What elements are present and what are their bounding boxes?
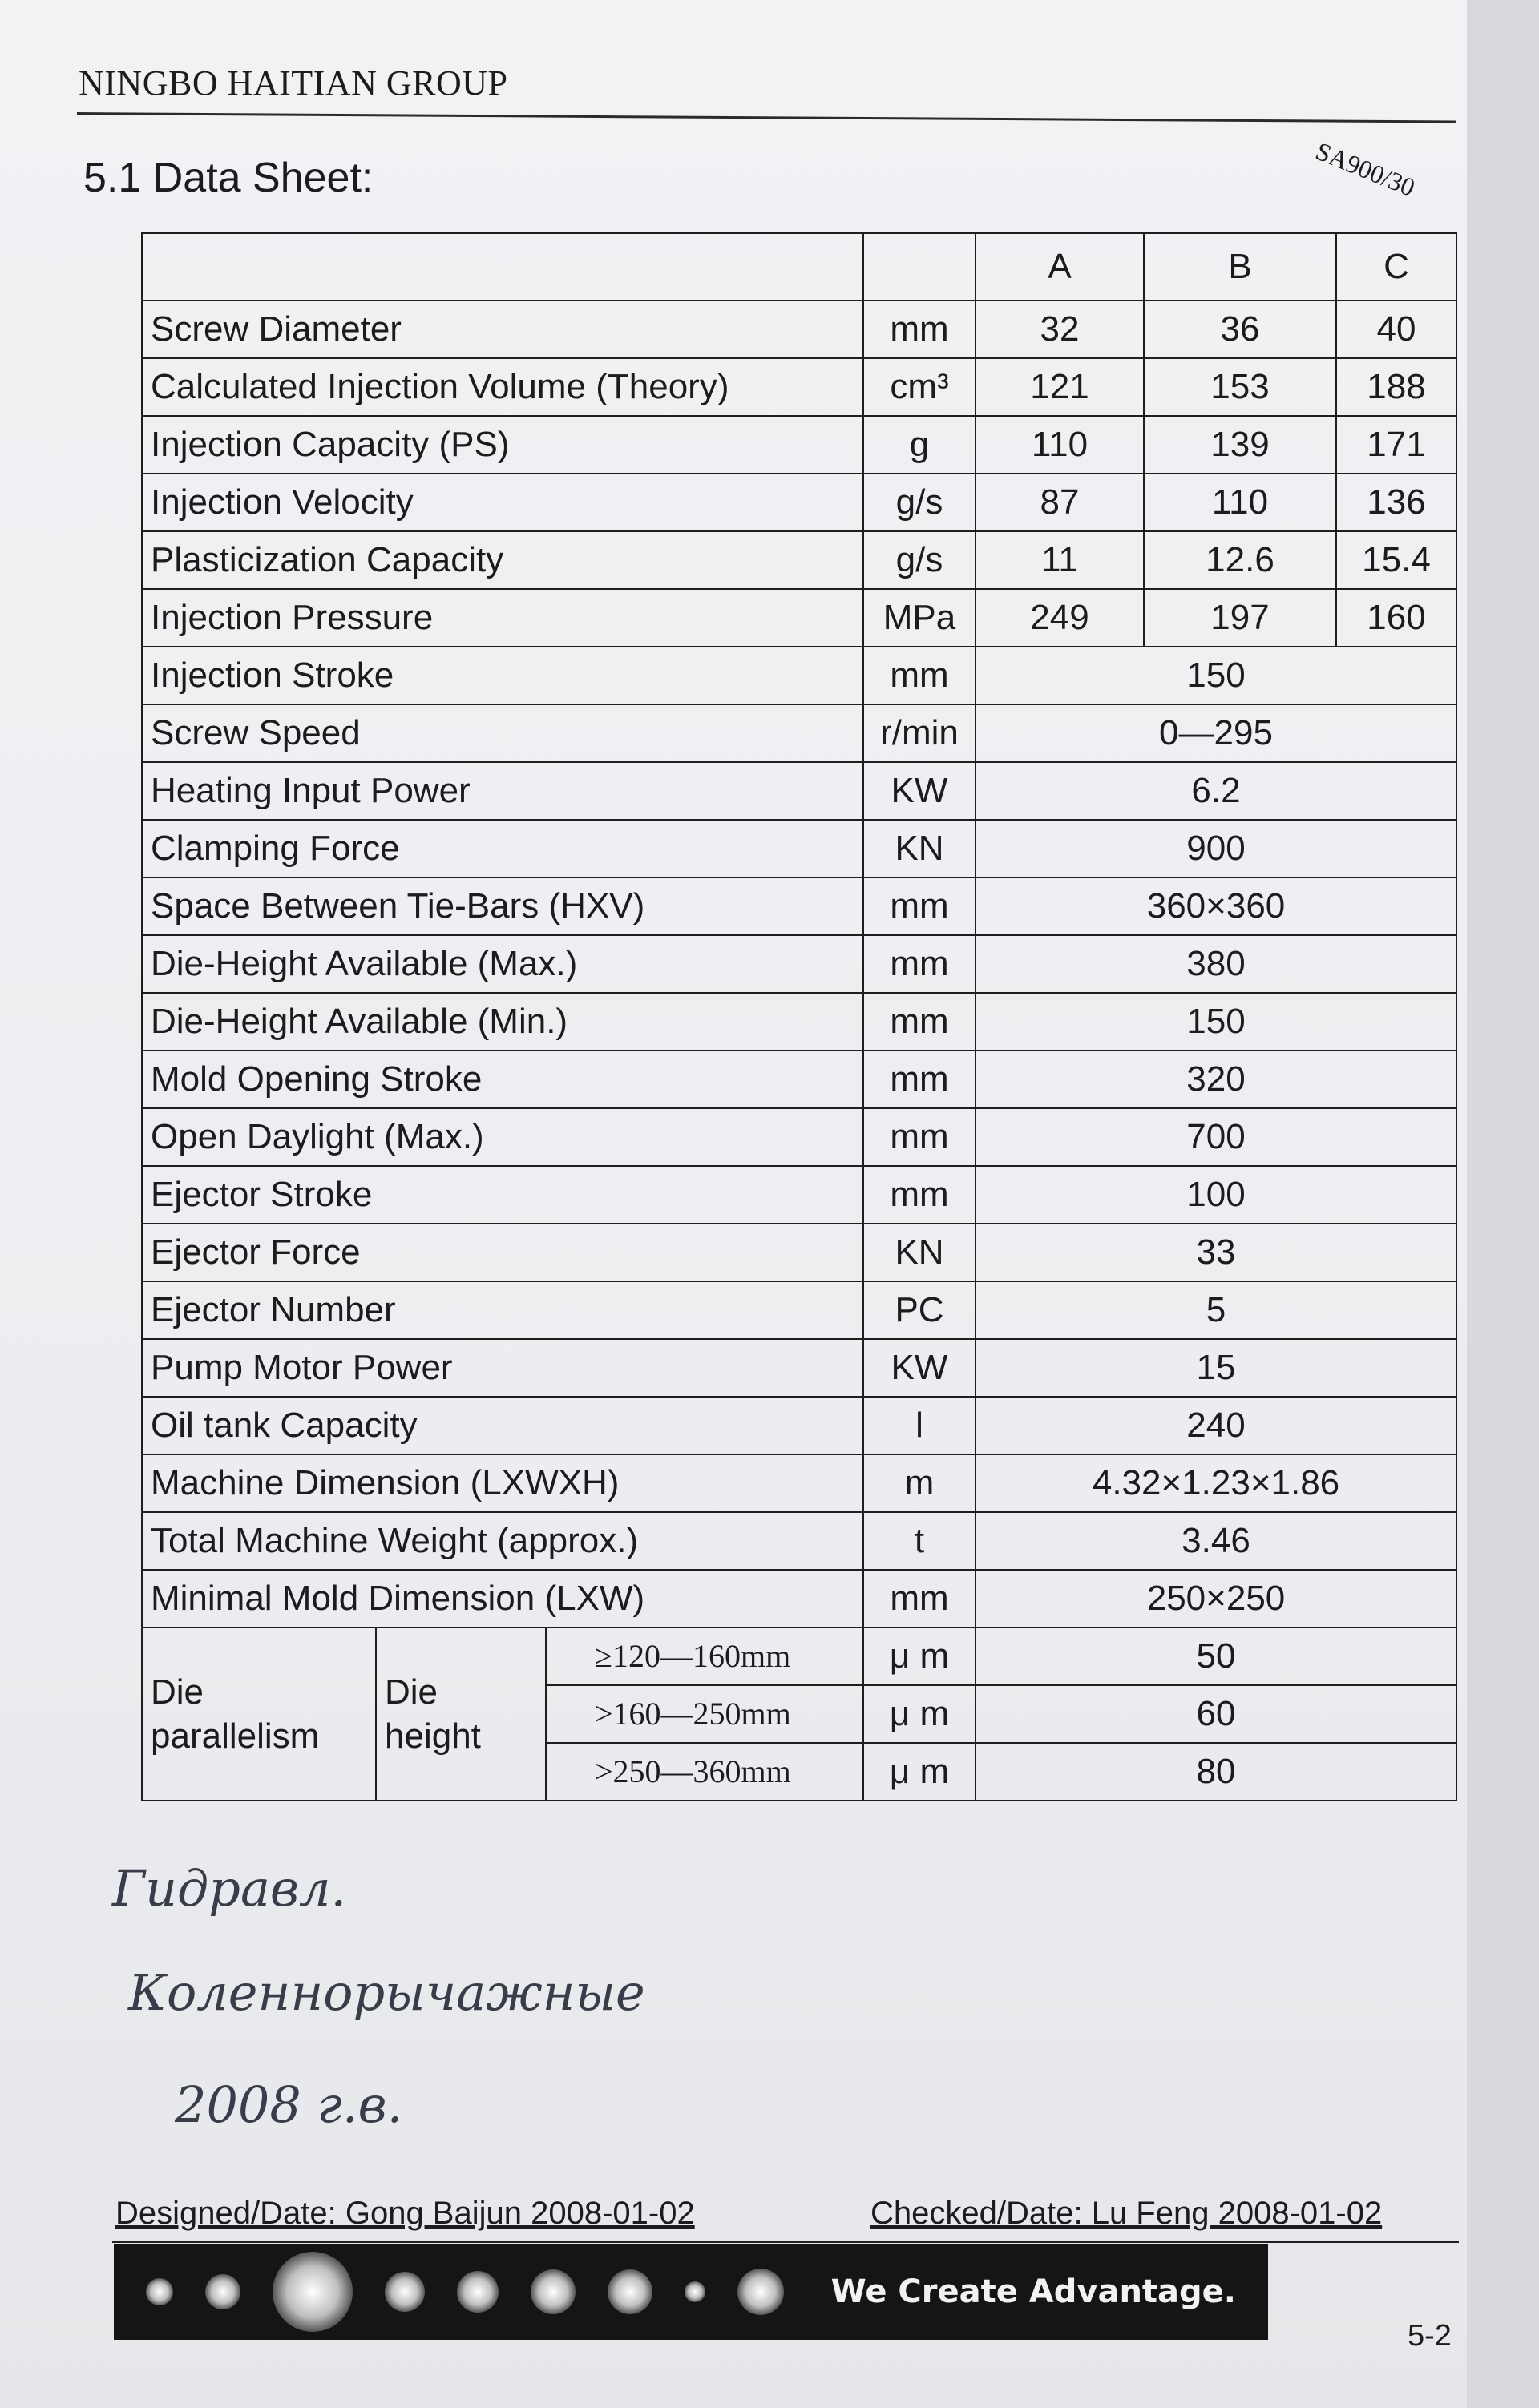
background-edge	[1467, 0, 1539, 2408]
parameter-name: Injection Velocity	[142, 474, 863, 531]
table-row	[142, 1166, 1456, 1224]
value-cell: 139	[1144, 416, 1336, 474]
table-row	[142, 1339, 1456, 1397]
footer-rule	[112, 2241, 1459, 2243]
value-cell: 150	[976, 647, 1456, 704]
parameter-name: Die-Height Available (Min.)	[142, 993, 863, 1051]
parameter-name: Clamping Force	[142, 820, 863, 877]
decorative-dot-icon	[457, 2271, 499, 2313]
die-height-range: ≥120—160mm	[547, 1628, 862, 1686]
value-cell: 5	[976, 1281, 1456, 1339]
handwritten-note: Коленнорычажные	[128, 1963, 645, 2022]
section-title: 5.1 Data Sheet:	[83, 155, 374, 201]
handwritten-note: 2008 г.в.	[175, 2075, 403, 2134]
die-parallelism-label: Die parallelism	[143, 1628, 377, 1800]
value-cell: 320	[976, 1051, 1456, 1108]
unit-cell: mm	[863, 1570, 976, 1628]
decorative-dot-icon	[685, 2281, 705, 2302]
unit-cell: r/min	[863, 704, 976, 762]
checked-date: Checked/Date: Lu Feng 2008-01-02	[870, 2196, 1383, 2231]
unit-cell: mm	[863, 1166, 976, 1224]
unit-cell: KN	[863, 820, 976, 877]
page-number: 5-2	[1408, 2319, 1452, 2353]
value-cell: 32	[976, 300, 1144, 358]
decorative-dot-icon	[531, 2269, 576, 2314]
parameter-name: Injection Stroke	[142, 647, 863, 704]
parameter-name: Machine Dimension (LXWXH)	[142, 1454, 863, 1512]
value-cell: 110	[1144, 474, 1336, 531]
value-cell: 6.2	[976, 762, 1456, 820]
unit-cell: KN	[863, 1224, 976, 1281]
parameter-name: Injection Pressure	[142, 589, 863, 647]
parameter-name: Oil tank Capacity	[142, 1397, 863, 1454]
value-cell: 360×360	[976, 877, 1456, 935]
unit-cell: mm	[863, 1051, 976, 1108]
table-row	[142, 993, 1456, 1051]
table-row	[142, 820, 1456, 877]
die-height-range: >250—360mm	[595, 1753, 791, 1789]
value-cell: 36	[1144, 300, 1336, 358]
table-row	[142, 1570, 1456, 1628]
value-cell: 3.46	[976, 1512, 1456, 1570]
unit-cell: mm	[863, 1108, 976, 1166]
parameter-name: Injection Capacity (PS)	[142, 416, 863, 474]
unit-cell: l	[863, 1397, 976, 1454]
value-cell: 80	[976, 1743, 1456, 1801]
parameter-name: Minimal Mold Dimension (LXW)	[142, 1570, 863, 1628]
value-cell: 0—295	[976, 704, 1456, 762]
decorative-dot-icon	[608, 2269, 652, 2314]
value-cell: 136	[1336, 474, 1456, 531]
header-blank-cell	[142, 233, 863, 300]
table-row	[142, 1397, 1456, 1454]
table-row	[142, 416, 1456, 474]
value-cell: 160	[1336, 589, 1456, 647]
designed-date: Designed/Date: Gong Baijun 2008-01-02	[115, 2196, 695, 2231]
unit-cell: PC	[863, 1281, 976, 1339]
unit-cell: μ m	[863, 1685, 976, 1743]
value-cell: 900	[976, 820, 1456, 877]
parameter-name: Screw Diameter	[142, 300, 863, 358]
table-row	[142, 1281, 1456, 1339]
handwritten-note: Гидравл.	[112, 1859, 347, 1918]
company-name: NINGBO HAITIAN GROUP	[79, 63, 508, 103]
parameter-name: Heating Input Power	[142, 762, 863, 820]
unit-cell: g/s	[863, 474, 976, 531]
value-cell: 121	[976, 358, 1144, 416]
table-row	[142, 1108, 1456, 1166]
die-parallelism-row	[142, 1628, 1456, 1685]
table-row	[142, 877, 1456, 935]
die-parallelism-group	[142, 1628, 863, 1801]
parameter-name: Plasticization Capacity	[142, 531, 863, 589]
parameter-name: Die-Height Available (Max.)	[142, 935, 863, 993]
unit-cell: KW	[863, 1339, 976, 1397]
decorative-dot-icon	[385, 2272, 425, 2312]
parameter-name: Space Between Tie-Bars (HXV)	[142, 877, 863, 935]
value-cell: 153	[1144, 358, 1336, 416]
die-height-label: Die height	[377, 1628, 547, 1800]
unit-cell: m	[863, 1454, 976, 1512]
footer-banner	[114, 2244, 1268, 2340]
unit-cell: μ m	[863, 1628, 976, 1685]
parameter-name: Total Machine Weight (approx.)	[142, 1512, 863, 1570]
column-header-c: C	[1336, 233, 1456, 300]
table-row	[142, 300, 1456, 358]
table-row	[142, 647, 1456, 704]
data-sheet-table	[141, 232, 1457, 1801]
unit-cell: cm³	[863, 358, 976, 416]
unit-cell: g/s	[863, 531, 976, 589]
unit-cell: mm	[863, 935, 976, 993]
value-cell: 60	[976, 1685, 1456, 1743]
value-cell: 87	[976, 474, 1144, 531]
table-row	[142, 762, 1456, 820]
value-cell: 100	[976, 1166, 1456, 1224]
table-row	[142, 531, 1456, 589]
value-cell: 12.6	[1144, 531, 1336, 589]
table-row	[142, 474, 1456, 531]
parameter-name: Open Daylight (Max.)	[142, 1108, 863, 1166]
unit-cell: mm	[863, 993, 976, 1051]
value-cell: 171	[1336, 416, 1456, 474]
table-row	[142, 1051, 1456, 1108]
value-cell: 197	[1144, 589, 1336, 647]
parameter-name: Screw Speed	[142, 704, 863, 762]
column-header-b: B	[1144, 233, 1336, 300]
die-height-range: >160—250mm	[547, 1686, 862, 1744]
unit-cell: MPa	[863, 589, 976, 647]
unit-cell: mm	[863, 647, 976, 704]
column-header-a: A	[976, 233, 1144, 300]
die-range-column	[547, 1628, 862, 1800]
decorative-dot-icon	[737, 2269, 784, 2315]
parameter-name: Mold Opening Stroke	[142, 1051, 863, 1108]
header-unit-cell	[863, 233, 976, 300]
value-cell: 240	[976, 1397, 1456, 1454]
table-row	[142, 704, 1456, 762]
table-row	[142, 1454, 1456, 1512]
value-cell: 150	[976, 993, 1456, 1051]
parameter-name: Ejector Number	[142, 1281, 863, 1339]
decorative-dot-icon	[205, 2274, 240, 2309]
value-cell: 15.4	[1336, 531, 1456, 589]
slogan: We Create Advantage.	[830, 2273, 1236, 2310]
unit-cell: μ m	[863, 1743, 976, 1801]
unit-cell: KW	[863, 762, 976, 820]
unit-cell: g	[863, 416, 976, 474]
value-cell: 110	[976, 416, 1144, 474]
unit-cell: mm	[863, 300, 976, 358]
value-cell: 380	[976, 935, 1456, 993]
table-row	[142, 1224, 1456, 1281]
unit-cell: t	[863, 1512, 976, 1570]
value-cell: 11	[976, 531, 1144, 589]
value-cell: 250×250	[976, 1570, 1456, 1628]
value-cell: 700	[976, 1108, 1456, 1166]
value-cell: 33	[976, 1224, 1456, 1281]
table-row	[142, 358, 1456, 416]
unit-cell: mm	[863, 877, 976, 935]
parameter-name: Pump Motor Power	[142, 1339, 863, 1397]
table-row	[142, 1512, 1456, 1570]
decorative-dot-icon	[146, 2278, 173, 2305]
parameter-name: Ejector Stroke	[142, 1166, 863, 1224]
decorative-dot-icon	[273, 2252, 353, 2332]
model-code: SA900/30	[1311, 136, 1420, 203]
value-cell: 4.32×1.23×1.86	[976, 1454, 1456, 1512]
value-cell: 15	[976, 1339, 1456, 1397]
value-cell: 249	[976, 589, 1144, 647]
parameter-name: Ejector Force	[142, 1224, 863, 1281]
value-cell: 188	[1336, 358, 1456, 416]
value-cell: 40	[1336, 300, 1456, 358]
parameter-name: Calculated Injection Volume (Theory)	[142, 358, 863, 416]
table-row	[142, 935, 1456, 993]
table-header-row	[142, 233, 1456, 300]
table-row	[142, 589, 1456, 647]
value-cell: 50	[976, 1628, 1456, 1685]
